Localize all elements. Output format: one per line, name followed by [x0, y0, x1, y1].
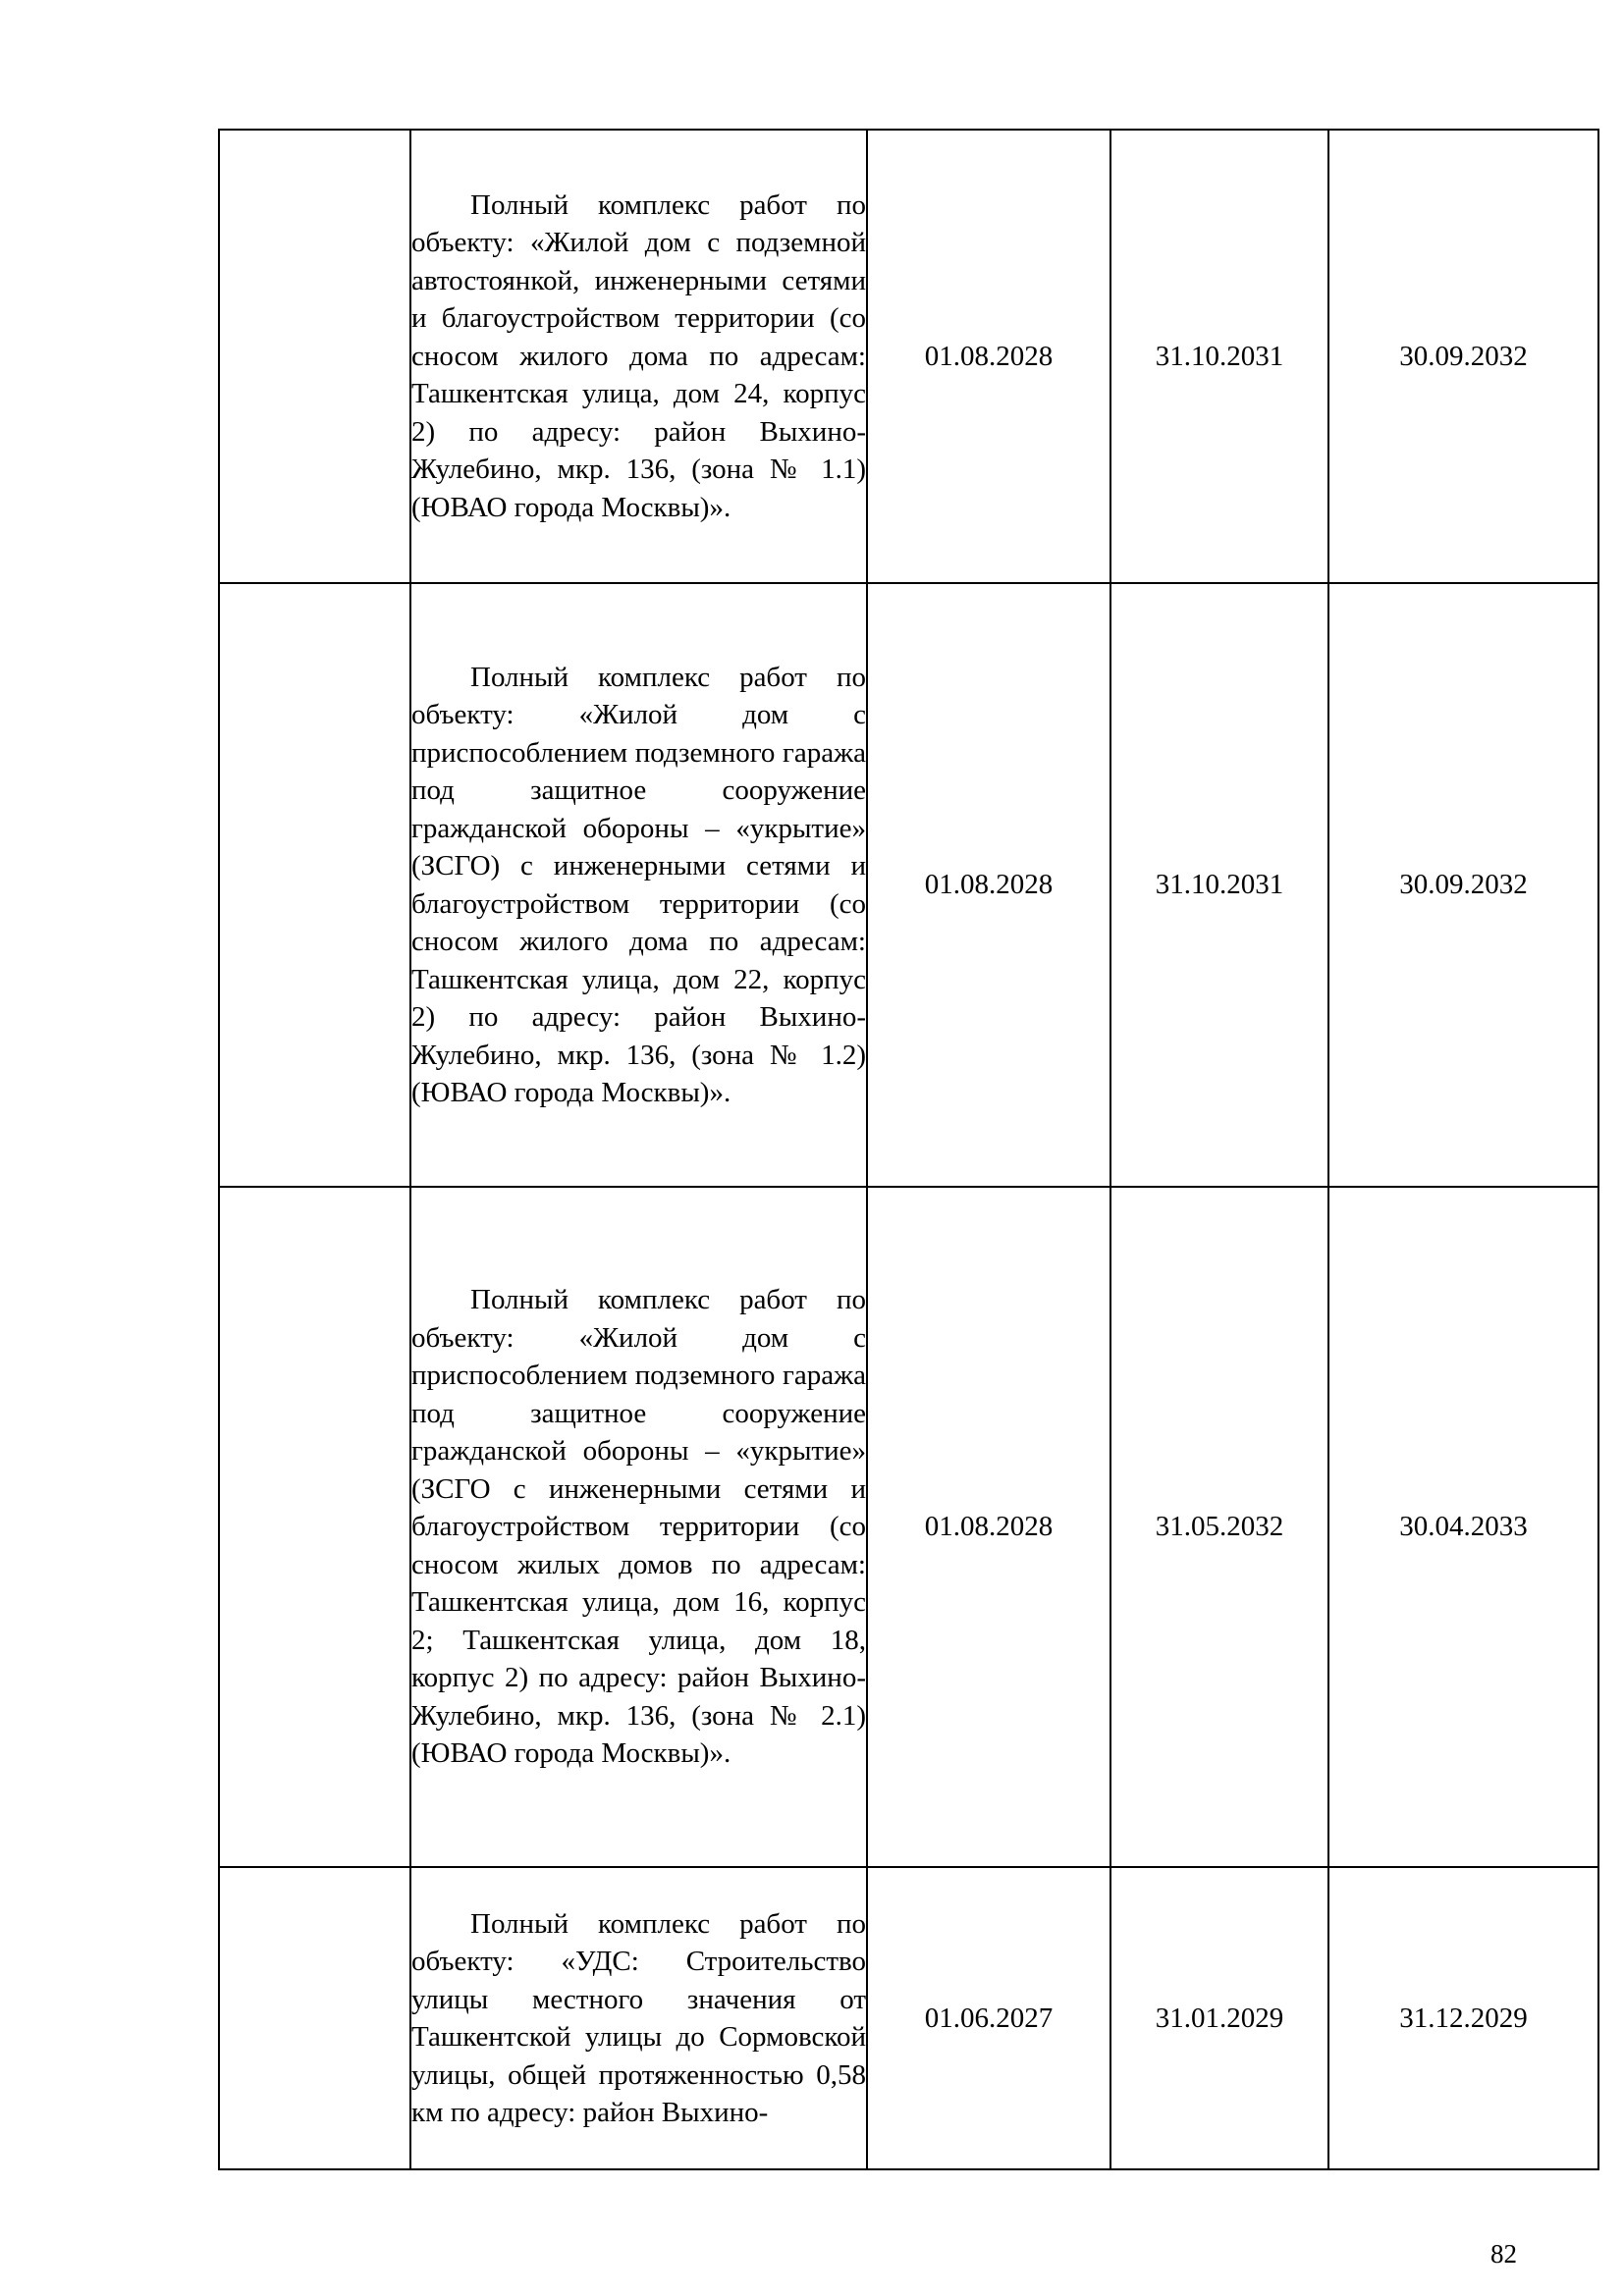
row-number-cell	[219, 583, 410, 1187]
table-row	[219, 583, 1598, 1187]
end-date: 31.10.2031	[1110, 130, 1328, 583]
object-description: Полный комплекс работ по объекту: «Жилой дом с приспособлением подземного гаража под защитное сооружение гражданской обороны – «укрытие» (ЗСГО) с инженерными сетями и благоустройством территории (со сносом жилого дома по адресам: Ташкентская улица, дом 22, корпус 2) по адресу: район Выхино-Жулебино, мкр. 136, (зона № 1.2) (ЮВАО города Москвы)».	[411, 661, 866, 1108]
description-cell	[410, 1867, 867, 2169]
works-schedule-table	[218, 129, 1599, 2170]
end-date: 31.05.2032	[1110, 1187, 1328, 1867]
row-number-cell	[219, 130, 410, 583]
end-date: 31.10.2031	[1110, 583, 1328, 1187]
row-number-cell	[219, 1867, 410, 2169]
commission-date: 30.09.2032	[1328, 130, 1598, 583]
start-date: 01.08.2028	[867, 130, 1110, 583]
page-number: 82	[1490, 2239, 1517, 2269]
table-row	[219, 1187, 1598, 1867]
description-cell	[410, 1187, 867, 1867]
commission-date: 30.09.2032	[1328, 583, 1598, 1187]
commission-date: 31.12.2029	[1328, 1867, 1598, 2169]
start-date: 01.06.2027	[867, 1867, 1110, 2169]
description-cell	[410, 583, 867, 1187]
row-number-cell	[219, 1187, 410, 1867]
start-date: 01.08.2028	[867, 1187, 1110, 1867]
end-date: 31.01.2029	[1110, 1867, 1328, 2169]
table-row	[219, 130, 1598, 583]
object-description: Полный комплекс работ по объекту: «УДС: Строительство улицы местного значения от Ташкентской улицы до Сормовской улицы, общей протяженностью 0,58 км по адресу: район Выхино-	[411, 1907, 866, 2128]
object-description: Полный комплекс работ по объекту: «Жилой дом с приспособлением подземного гаража под защитное сооружение гражданской обороны – «укрытие» (ЗСГО с инженерными сетями и благоустройством территории (со сносом жилых домов по адресам: Ташкентская улица, дом 16, корпус 2; Ташкентская улица, дом 18, корпус 2) по адресу: район Выхино-Жулебино, мкр. 136, (зона № 2.1) (ЮВАО города Москвы)».	[411, 1284, 866, 1770]
object-description: Полный комплекс работ по объекту: «Жилой дом с подземной автостоянкой, инженерными сетями и благоустройством территории (со сносом жилого дома по адресам: Ташкентская улица, дом 24, корпус 2) по адресу: район Выхино-Жулебино, мкр. 136, (зона № 1.1) (ЮВАО города Москвы)».	[411, 188, 866, 523]
description-cell	[410, 130, 867, 583]
table-row	[219, 1867, 1598, 2169]
start-date: 01.08.2028	[867, 583, 1110, 1187]
commission-date: 30.04.2033	[1328, 1187, 1598, 1867]
